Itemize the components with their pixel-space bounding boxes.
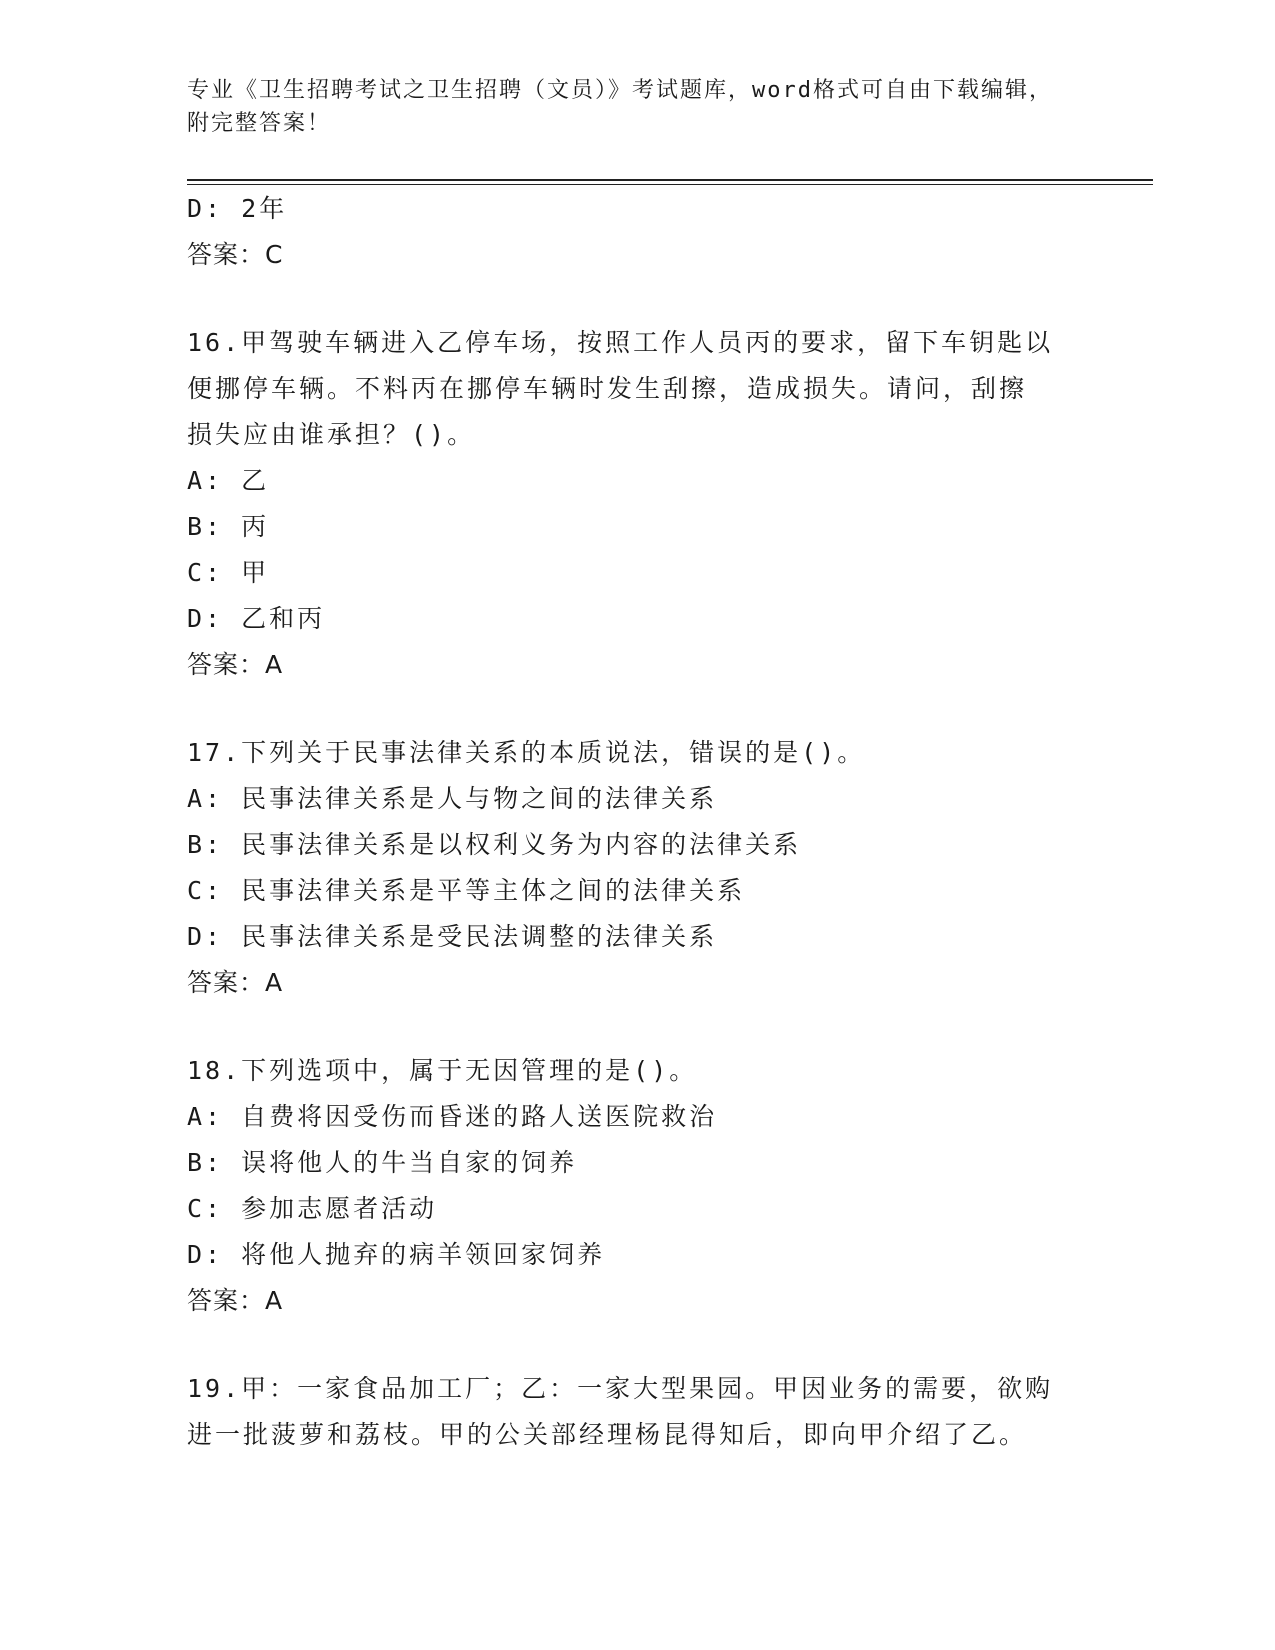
question-17 [187, 730, 1087, 1006]
question-19 [187, 1366, 1087, 1458]
header-rule-thick [187, 179, 1153, 181]
option-d: D: 民事法律关系是受民法调整的法律关系 [187, 922, 718, 951]
header-rule-thin [187, 184, 1153, 185]
option-a: A: 民事法律关系是人与物之间的法律关系 [187, 784, 718, 813]
option-c: C: 甲 [187, 558, 270, 587]
option-b: B: 误将他人的牛当自家的饲养 [187, 1148, 578, 1177]
answer-line: 答案：C [187, 240, 284, 269]
question-text-line: 17.下列关于民事法律关系的本质说法，错误的是()。 [187, 738, 866, 767]
question-16 [187, 320, 1087, 688]
question-text-line: 18.下列选项中，属于无因管理的是()。 [187, 1056, 698, 1085]
option-d: D: 乙和丙 [187, 604, 326, 633]
option-b: B: 丙 [187, 512, 270, 541]
answer-line: 答案：A [187, 1286, 284, 1315]
answer-line: 答案：A [187, 968, 284, 997]
answer-line: 答案：A [187, 650, 284, 679]
option-d: D: 将他人抛弃的病羊领回家饲养 [187, 1240, 606, 1269]
option-c: C: 参加志愿者活动 [187, 1194, 438, 1223]
option-d: D: 2年 [187, 194, 288, 223]
question-content [187, 186, 1087, 1458]
question-text-line: 便挪停车辆。不料丙在挪停车辆时发生刮擦，造成损失。请问，刮擦 [187, 374, 1028, 403]
question-text-line: 损失应由谁承担？()。 [187, 420, 476, 449]
question-text-line: 19.甲：一家食品加工厂；乙：一家大型果园。甲因业务的需要，欲购 [187, 1374, 1054, 1403]
document-header: 专业《卫生招聘考试之卫生招聘（文员）》考试题库，word格式可自由下载编辑，附完整答案！ [187, 78, 1053, 136]
option-c: C: 民事法律关系是平等主体之间的法律关系 [187, 876, 746, 905]
option-a: A: 乙 [187, 466, 270, 495]
option-a: A: 自费将因受伤而昏迷的路人送医院救治 [187, 1102, 718, 1131]
question-text-line: 16.甲驾驶车辆进入乙停车场，按照工作人员丙的要求，留下车钥匙以 [187, 328, 1054, 357]
option-b: B: 民事法律关系是以权利义务为内容的法律关系 [187, 830, 802, 859]
question-18 [187, 1048, 1087, 1324]
question-text-line: 进一批菠萝和荔枝。甲的公关部经理杨昆得知后，即向甲介绍了乙。 [187, 1420, 1028, 1449]
